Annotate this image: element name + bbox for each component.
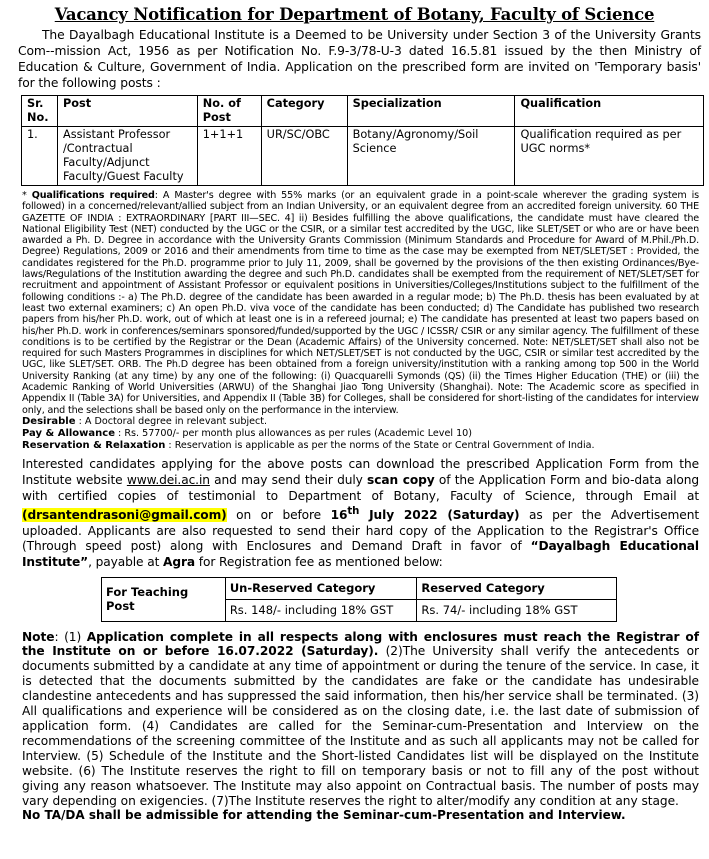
qualifications-paragraph <box>22 190 699 416</box>
header-specialization: Specialization <box>347 96 515 127</box>
footer-note: No TA/DA shall be admissible for attending the Seminar-cum-Presentation and Interview. <box>22 808 626 823</box>
apply-text-3: of the Application Form and bio-data along with certified copies of testimonial to Department of Botany, Faculty of Science, through Email at <box>22 472 700 503</box>
note-text-1: : (1) <box>54 629 87 644</box>
reservation-label: Reservation & Relaxation <box>22 439 166 451</box>
apply-text-4: on or before <box>226 508 331 523</box>
application-paragraph <box>22 457 699 570</box>
cell-sr: 1. <box>22 127 58 186</box>
pay-text: : Rs. 57700/- per month plus allowances as per rules (Academic Level 10) <box>118 427 473 439</box>
fee-header-reserved: Reserved Category <box>417 577 617 599</box>
reservation-text: : Reservation is applicable as per the norms of the State or Central Government of India. <box>165 439 595 451</box>
qualifications-prefix: * <box>22 190 32 201</box>
header-sr: Sr. No. <box>22 96 58 127</box>
note-label: Note <box>22 629 55 644</box>
cell-post: Assistant Professor /Contractual Faculty/Adjunct Faculty/Guest Faculty <box>57 127 197 186</box>
draft-favor: “Dayalbagh Educational Institute” <box>22 539 700 569</box>
desirable-line <box>22 416 701 428</box>
note-text: (2)The University shall verify the antecedents or documents submitted by a candidate at any time of appointment or during the tenure of the service. In case, it is detected that the documents submitted by the candidates are fake or the candidate has undesirable clandestine antecedents and has suppressed the said information, then his/her service shall be terminated. (3) All qualifications and experience will be considered as on the closing date, i.e. the last date of submission of application form. (4) Candidates are called for the Seminar-cum-Presentation and Interview on the recommendations of the screening committee of the Institute and as such all applicants may not be called for Interview. (5) Schedule of the Institute and the Short-listed Candidates list will be displayed on the Institute website. (6) The Institute reserves the right to fill on temporary basis or not to fill any of the post without giving any reason whatsoever. The Institute may also appoint on Contractual basis. The number of posts may vary depending on exigencies. (7)The Institute reserves the right to alter/modify any condition at any stage. <box>22 644 699 808</box>
fee-unreserved: Rs. 148/- including 18% GST <box>225 599 417 621</box>
deadline-date <box>331 508 520 522</box>
cell-specialization: Botany/Agronomy/Soil Science <box>347 127 515 186</box>
header-post: Post <box>57 96 197 127</box>
apply-text-6: , payable at <box>88 554 164 569</box>
website-link[interactable]: www.dei.ac.in <box>126 472 210 487</box>
cell-count: 1+1+1 <box>197 127 261 186</box>
reservation-line <box>22 440 701 452</box>
fee-header-row <box>102 577 617 599</box>
header-count: No. of Post <box>197 96 261 127</box>
notice-page <box>0 5 709 822</box>
fee-table <box>101 577 617 622</box>
apply-text-2: and may send their duly <box>209 472 368 487</box>
fee-row-label: For Teaching Post <box>102 577 226 621</box>
deadline-rest: July 2022 (Saturday) <box>359 508 520 523</box>
scan-copy-text: scan copy <box>367 472 435 487</box>
fee-reserved: Rs. 74/- including 18% GST <box>417 599 617 621</box>
pay-label: Pay & Allowance <box>22 427 115 439</box>
posts-table <box>21 95 704 186</box>
apply-text-5: as per the Advertisement uploaded. Applicants are also requested to send their hard copy of the Application to the Registrar's Office (Through speed post) along with Enclosures and Demand Draft in favor of <box>22 508 699 554</box>
deadline-suffix: th <box>347 506 360 518</box>
apply-text-7: for Registration fee as mentioned below: <box>195 554 443 569</box>
qualifications-heading: Qualifications required <box>31 190 155 201</box>
fee-header-unreserved: Un-Reserved Category <box>225 577 417 599</box>
payable-at: Agra <box>163 554 196 569</box>
apply-text-1: Interested candidates applying for the above posts can download the prescribed Application Form from the Institute website <box>22 457 699 487</box>
desirable-text: : A Doctoral degree in relevant subject. <box>75 415 268 427</box>
note-paragraph <box>22 630 699 809</box>
cell-category: UR/SC/OBC <box>261 127 347 186</box>
table-row <box>22 127 704 186</box>
qualifications-text: : A Master's degree with 55% marks (or an equivalent grade in a point-scale wherever the grading system is followed) in a concerned/relevant/allied subject from an Indian University, or an equivalent degree from an accredited foreign university. 60 THE GAZETTE OF INDIA : EXTRAORDINARY [PART III—SEC. 4] ii) Besides fulfilling the above qualifications, the candidate must have cleared the National Eligibility Test (NET) conducted by the UGC or the CSIR, or a similar test accredited by the UGC, like SLET/SET or who are or have been awarded a Ph. D. Degree in accordance with the University Grants Commission (Minimum Standards and Procedure for Award of M.Phil./Ph.D. Degree) Regulations, 2009 or 2016 and their amendments from time to time as the case may be exempted from NET/SLET/SET : Provided, the candidates registered for the Ph.D. programme prior to July 11, 2009, shall be governed by the provisions of the then existing Ordinances/Bye-laws/Regulations of the Institution awarding the degree and such Ph.D. candidates shall be exempted from the requirement of NET/SLET/SET for recruitment and appointment of Assistant Professor or equivalent positions in Universities/Colleges/Institutions subject to the fulfillment of the following conditions :- a) The Ph.D. degree of the candidate has been awarded in a regular mode; b) The Ph.D. thesis has been evaluated by at least two external examiners; c) An open Ph.D. viva voce of the candidate has been conducted; d) The Candidate has published two research papers from his/her Ph.D. work, out of which at least one is in a refereed journal; e) The candidate has presented at least two papers based on his/her Ph.D. work in conferences/seminars sponsored/funded/supported by the UGC / ICSSR/ CSIR or any similar agency. The fulfillment of these conditions is to be certified by the Registrar or the Dean (Academic Affairs) of the University concerned. Note: NET/SLET/SET shall also not be required for such Masters Programmes in disciplines for which NET/SLET/SET is not conducted by the UGC, CSIR or similar test accredited by the UGC, like SLET/SET. ORB. The Ph.D degree has been obtained from a foreign university/institution with a ranking among top 500 in the World University Ranking (at any time) by any one of the following: (i) Quacquarelli Symonds (QS) (ii) the Times Higher Education (THE) or (iii) the Academic Ranking of World Universities (ARWU) of the Shanghai Jiao Tong University (Shanghai). Note: The Academic score as specified in Appendix II (Table 3A) for Universities, and Appendix II (Table 3B) for Colleges, shall be considered for short-listing of the candidates for interview only, and the selections shall be based only on the performance in the interview. <box>22 190 700 416</box>
desirable-label: Desirable <box>22 415 76 427</box>
deadline-day: 16 <box>330 508 348 523</box>
email-link[interactable]: (drsantendrasoni@gmail.com) <box>22 508 227 523</box>
header-category: Category <box>261 96 347 127</box>
posts-header-row <box>22 96 704 127</box>
header-qualification: Qualification <box>515 96 704 127</box>
note-deadline: Application complete in all respects along with enclosures must reach the Registrar of the Institute on or before 16.07.2022 (Saturday). <box>22 629 699 659</box>
cell-qualification: Qualification required as per UGC norms* <box>515 127 704 186</box>
page-title: Vacancy Notification for Department of Botany, Faculty of Science <box>54 5 655 24</box>
intro-paragraph: The Dayalbagh Educational Institute is a Deemed to be University under Section 3 of the University Grants Com--mission Act, 1956 as per Notification No. F.9-3/78-U-3 dated 16.5.81 issued by the then Ministry of Education & Culture, Government of India. Application on the prescribed form are invited on 'Temporary basis' for the following posts : <box>18 28 701 90</box>
pay-line <box>22 428 701 440</box>
